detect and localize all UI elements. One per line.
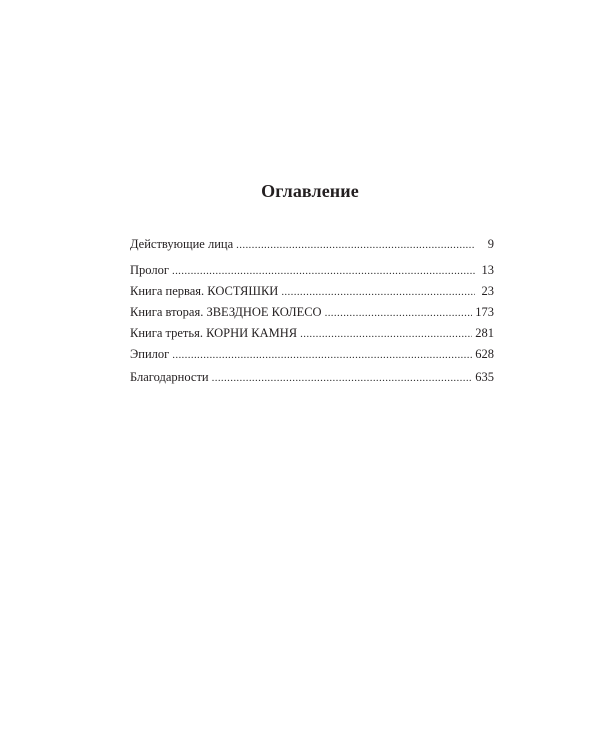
page-title: Оглавление	[261, 181, 359, 201]
toc-entry-label: Эпилог	[130, 347, 170, 361]
table-of-contents	[130, 236, 494, 390]
toc-entry-label: Благодарности	[130, 370, 209, 384]
toc-entry-epilogue	[130, 346, 494, 367]
toc-entry-book-three	[130, 325, 494, 346]
toc-entry-characters	[130, 236, 494, 257]
toc-entry-label: Книга вторая. ЗВЕЗДНОЕ КОЛЕСО	[130, 305, 322, 319]
dot-leader	[236, 237, 475, 253]
toc-entry-page-number: 23	[481, 284, 494, 298]
toc-entry-page-number: 635	[475, 370, 494, 384]
toc-entry-page-number: 173	[475, 305, 494, 319]
toc-entry-acknowledgements	[130, 369, 494, 390]
dot-leader	[172, 263, 475, 279]
toc-entry-label: Книга третья. КОРНИ КАМНЯ	[130, 326, 298, 340]
dot-leader	[300, 326, 472, 342]
dot-leader	[172, 347, 472, 363]
toc-entry-page-number: 628	[475, 347, 494, 361]
toc-entry-book-one	[130, 283, 494, 304]
toc-entry-label: Действующие лица	[130, 237, 234, 251]
dot-leader	[212, 370, 473, 386]
toc-entry-page-number: 9	[487, 237, 494, 251]
toc-entry-label: Пролог	[130, 263, 169, 277]
dot-leader	[281, 284, 475, 300]
toc-entry-prologue	[130, 262, 494, 283]
toc-entry-book-two	[130, 304, 494, 325]
dot-leader	[325, 305, 473, 321]
toc-entry-page-number: 281	[475, 326, 494, 340]
toc-entry-page-number: 13	[481, 263, 494, 277]
toc-entry-label: Книга первая. КОСТЯШКИ	[130, 284, 279, 298]
